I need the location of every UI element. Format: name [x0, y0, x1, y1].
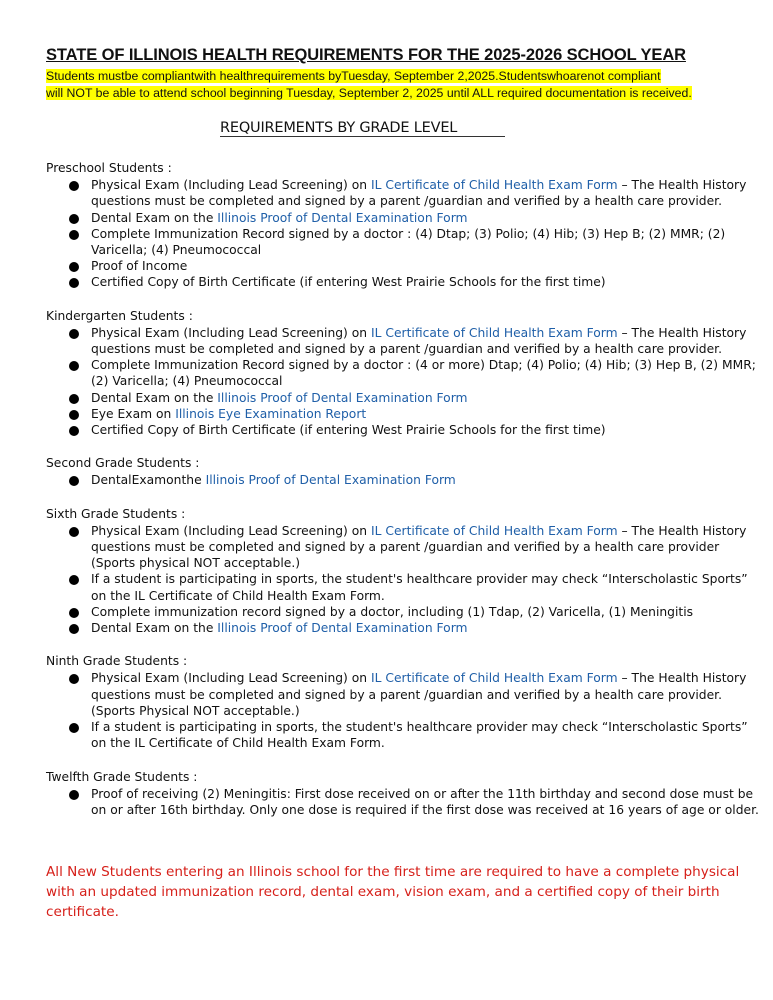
- bullet-icon: [69, 230, 79, 240]
- bullet-icon: [69, 394, 79, 404]
- requirement-text: If a student is participating in sports, the student's healthcare provider may check “Interscholastic Sports” on the IL Certificate of Child Health Exam Form.: [91, 720, 748, 751]
- section-title: Twelfth Grade Students :: [46, 769, 198, 784]
- section-title: Kindergarten Students :: [46, 308, 193, 323]
- requirement-text: Dental Exam on the: [91, 390, 218, 405]
- requirement-text: Eye Exam on: [91, 406, 176, 421]
- bullet-icon: [69, 426, 79, 436]
- section-title: Sixth Grade Students :: [46, 506, 186, 521]
- requirement-list: [46, 786, 761, 818]
- bullet-icon: [69, 674, 79, 684]
- form-link[interactable]: IL Certificate of Child Health Exam Form: [371, 671, 618, 686]
- grade-section: [46, 455, 761, 488]
- requirement-text: If a student is participating in sports, the student's healthcare provider may check “Interscholastic Sports” on the IL Certificate of Child Health Exam Form.: [91, 572, 748, 603]
- bullet-icon: [69, 723, 79, 733]
- grade-sections: [46, 160, 761, 835]
- requirement-text: Proof of receiving (2) Meningitis: First dose received on or after the 11th birthday and second dose must be on or after 16th birthday. Only one dose is required if the first dose was received at 16 years of age or older.: [91, 786, 759, 817]
- requirement-item: [46, 274, 761, 290]
- requirement-text: Dental Exam on the: [91, 621, 218, 636]
- requirement-item: [46, 604, 761, 620]
- requirement-item: [46, 357, 761, 389]
- requirement-list: [46, 472, 761, 488]
- form-link[interactable]: IL Certificate of Child Health Exam Form: [371, 523, 618, 538]
- requirement-item: [46, 390, 761, 406]
- requirement-item: [46, 670, 761, 719]
- section-title: Ninth Grade Students :: [46, 654, 188, 669]
- section-title: Preschool Students :: [46, 161, 172, 175]
- requirement-item: [46, 422, 761, 438]
- bullet-icon: [69, 624, 79, 634]
- form-link[interactable]: Illinois Eye Examination Report: [175, 406, 367, 421]
- bullet-icon: [69, 262, 79, 272]
- form-link[interactable]: Illinois Proof of Dental Examination Form: [205, 473, 456, 488]
- requirement-text: Physical Exam (Including Lead Screening) on: [91, 523, 371, 538]
- grade-section: [46, 769, 761, 819]
- bullet-icon: [69, 410, 79, 420]
- requirement-text: DentalExamonthe: [91, 473, 206, 488]
- requirement-item: [46, 523, 761, 572]
- requirement-text: Complete immunization record signed by a doctor, including (1) Tdap, (2) Varicella, (1) Meningitis: [91, 604, 694, 619]
- requirement-item: [46, 210, 761, 226]
- bullet-icon: [69, 608, 79, 618]
- bullet-icon: [69, 476, 79, 486]
- form-link[interactable]: Illinois Proof of Dental Examination Form: [217, 390, 468, 405]
- bullet-icon: [69, 527, 79, 537]
- notice-line-1: Students mustbe compliantwith healthrequirements byTuesday, September 2,2025.Studentswhoarenot compliant: [46, 69, 661, 83]
- requirement-list: [46, 670, 761, 751]
- bullet-icon: [69, 329, 79, 339]
- requirement-text: – The Health History questions must be completed and signed by a parent /guardian and verified by a health care provider (Sports physical NOT acceptable.): [91, 523, 747, 571]
- requirement-item: [46, 177, 761, 209]
- requirement-item: [46, 786, 761, 818]
- grade-section: [46, 308, 761, 439]
- requirement-text: Certified Copy of Birth Certificate (if entering West Prairie Schools for the first time): [91, 423, 606, 438]
- grade-section: [46, 160, 761, 291]
- requirement-text: Certified Copy of Birth Certificate (if entering West Prairie Schools for the first time): [91, 275, 606, 290]
- compliance-notice: [46, 68, 726, 102]
- requirement-item: [46, 325, 761, 357]
- requirement-item: [46, 406, 761, 422]
- requirement-text: Physical Exam (Including Lead Screening) on: [91, 325, 371, 340]
- requirement-text: Physical Exam (Including Lead Screening) on: [91, 178, 371, 193]
- grade-section: [46, 653, 761, 751]
- requirement-item: [46, 226, 761, 258]
- requirements-heading: REQUIREMENTS BY GRADE LEVEL: [220, 120, 505, 137]
- requirement-item: [46, 620, 761, 636]
- requirement-text: Complete Immunization Record signed by a doctor : (4) Dtap; (3) Polio; (4) Hib; (3) Hep B; (2) MMR; (2) Varicella; (4) Pneumococcal: [91, 226, 726, 258]
- notice-line-2: will NOT be able to attend school beginning Tuesday, September 2, 2025 until ALL required documentation is received.: [46, 86, 692, 100]
- bullet-icon: [69, 361, 79, 371]
- requirement-text: Complete Immunization Record signed by a doctor : (4 or more) Dtap; (4) Polio; (4) Hib; (3) Hep B, (2) MMR; (2) Varicella; (4) Pneumococcal: [91, 358, 756, 389]
- bullet-icon: [69, 575, 79, 585]
- form-link[interactable]: IL Certificate of Child Health Exam Form: [371, 178, 618, 193]
- requirement-text: Dental Exam on the: [91, 210, 218, 225]
- form-link[interactable]: Illinois Proof of Dental Examination Form: [217, 210, 468, 225]
- requirement-text: – The Health History questions must be completed and signed by a parent /guardian and verified by a health care provider. (Sports Physical NOT acceptable.): [91, 671, 747, 718]
- requirement-item: [46, 258, 761, 274]
- section-title: Second Grade Students :: [46, 456, 200, 471]
- requirement-item: [46, 472, 761, 488]
- requirement-text: – The Health History questions must be completed and signed by a parent /guardian and verified by a health care provider.: [91, 178, 747, 209]
- bullet-icon: [69, 181, 79, 191]
- requirement-list: [46, 325, 761, 438]
- requirement-item: [46, 571, 761, 603]
- form-link[interactable]: Illinois Proof of Dental Examination Form: [217, 621, 468, 636]
- bullet-icon: [69, 278, 79, 288]
- requirement-list: [46, 177, 761, 290]
- bullet-icon: [69, 214, 79, 224]
- grade-section: [46, 506, 761, 637]
- requirement-list: [46, 523, 761, 636]
- requirement-text: Proof of Income: [91, 259, 188, 274]
- form-link[interactable]: IL Certificate of Child Health Exam Form: [371, 325, 618, 340]
- new-students-notice: All New Students entering an Illinois school for the first time are required to have a complete physical with an updated immunization record, dental exam, vision exam, and a certified copy of their birth certificate.: [46, 864, 740, 920]
- requirement-item: [46, 719, 761, 751]
- page-title: STATE OF ILLINOIS HEALTH REQUIREMENTS FOR THE 2025-2026 SCHOOL YEAR: [46, 46, 686, 64]
- bullet-icon: [69, 790, 79, 800]
- requirement-text: – The Health History questions must be completed and signed by a parent /guardian and verified by a health care provider.: [91, 325, 747, 357]
- requirement-text: Physical Exam (Including Lead Screening) on: [91, 671, 371, 686]
